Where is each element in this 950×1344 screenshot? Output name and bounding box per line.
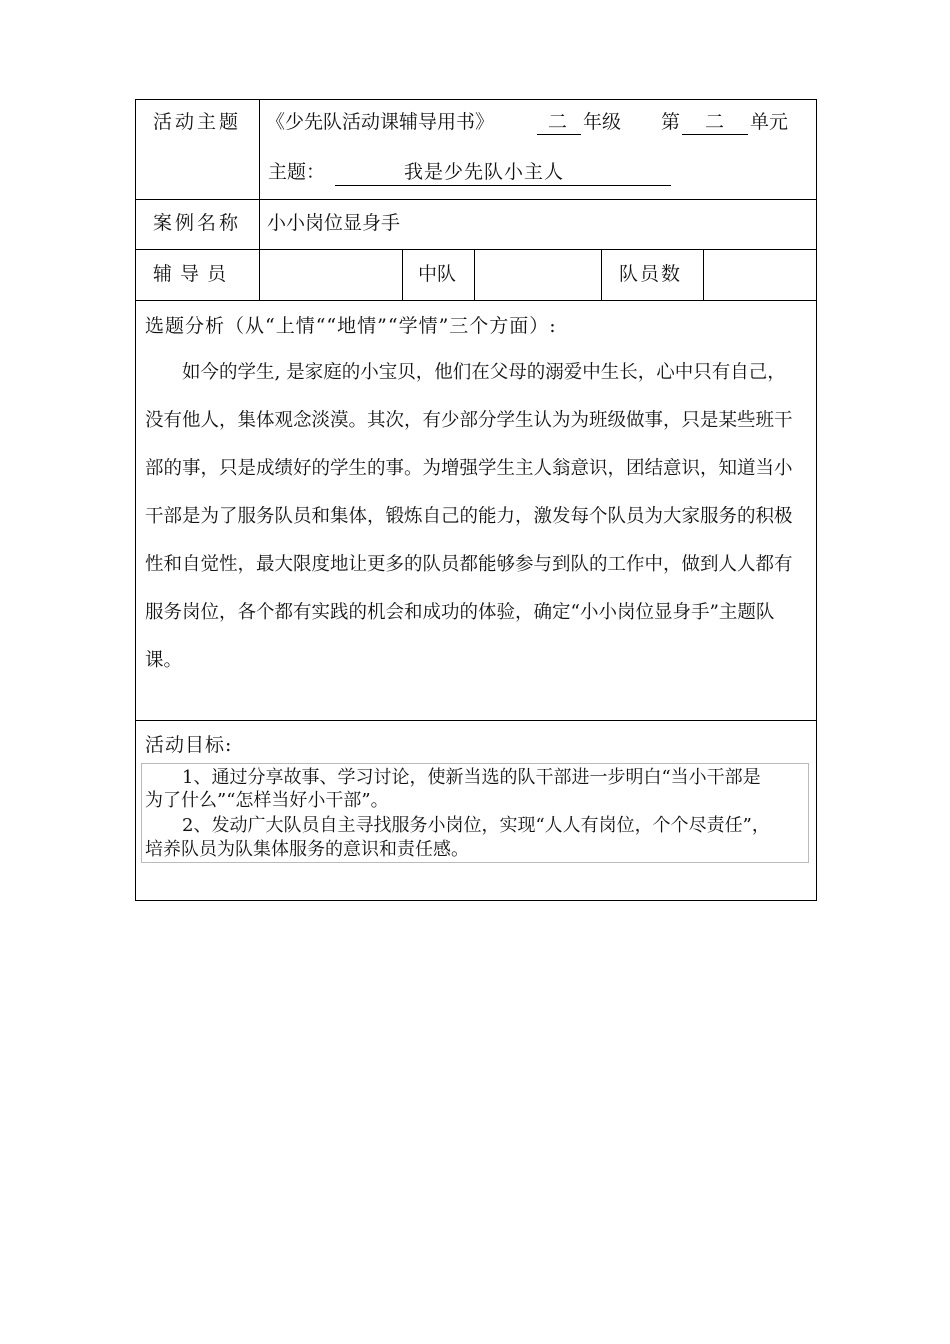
theme-label: 活动主题 (153, 111, 242, 133)
analysis-line: 部的事，只是成绩好的学生的事。为增强学生主人翁意识，团结意识，知道当小 (145, 458, 793, 479)
goal-line: 1、通过分享故事、学习讨论，使新当选的队干部进一步明白“当小干部是 (182, 767, 761, 788)
unit-underline (682, 134, 748, 135)
table-border-bottom (135, 900, 817, 901)
case-name-value: 小小岗位显身手 (267, 212, 401, 234)
cell-divider (474, 249, 475, 300)
analysis-line: 服务岗位，各个都有实践的机会和成功的体验，确定“小小岗位显身手”主题队 (145, 602, 775, 623)
analysis-line: 课。 (145, 650, 183, 671)
cell-divider (601, 249, 602, 300)
case-name-label: 案例名称 (153, 212, 242, 234)
unit-prefix: 第 (661, 111, 681, 133)
goal-line: 为了什么”“怎样当好小干部”。 (145, 790, 389, 811)
analysis-line: 性和自觉性，最大限度地让更多的队员都能够参与到队的工作中，做到人人都有 (145, 554, 793, 575)
topic-value: 我是少先队小主人 (404, 161, 565, 183)
members-label: 队员数 (619, 263, 683, 285)
row-divider (135, 300, 817, 301)
unit-value: 二 (705, 111, 725, 133)
unit-suffix: 单元 (750, 111, 789, 133)
analysis-line: 没有他人，集体观念淡漠。其次，有少部分学生认为为班级做事，只是某些班干 (145, 410, 793, 431)
row-divider (135, 249, 817, 250)
analysis-heading: 选题分析（从“上情““地情”“学情”三个方面）: (145, 315, 557, 337)
squad-label: 中队 (418, 263, 457, 285)
topic-underline (335, 185, 671, 186)
cell-divider (703, 249, 704, 300)
goal-line: 培养队员为队集体服务的意识和责任感。 (145, 839, 469, 860)
book-title: 《少先队活动课辅导用书》 (266, 111, 495, 133)
grade-label: 年级 (583, 111, 622, 133)
goal-line: 2、发动广大队员自主寻找服务小岗位，实现“人人有岗位，个个尽责任”， (182, 815, 770, 836)
topic-label: 主题： (268, 161, 326, 183)
grade-underline (537, 134, 581, 135)
table-border-top (135, 99, 817, 100)
goals-heading: 活动目标: (145, 734, 233, 756)
analysis-line: 干部是为了服务队员和集体，锻炼自己的能力，激发每个队员为大家服务的积极 (145, 506, 793, 527)
cell-divider (402, 249, 403, 300)
grade-value: 二 (548, 111, 568, 133)
table-border-right (816, 99, 817, 901)
label-column-divider (259, 99, 260, 300)
row-divider (135, 720, 817, 721)
table-border-left (135, 99, 136, 901)
analysis-line: 如今的学生, 是家庭的小宝贝，他们在父母的溺爱中生长，心中只有自己， (182, 362, 786, 383)
row-divider (135, 199, 817, 200)
counselor-label: 辅 导 员 (153, 263, 228, 285)
